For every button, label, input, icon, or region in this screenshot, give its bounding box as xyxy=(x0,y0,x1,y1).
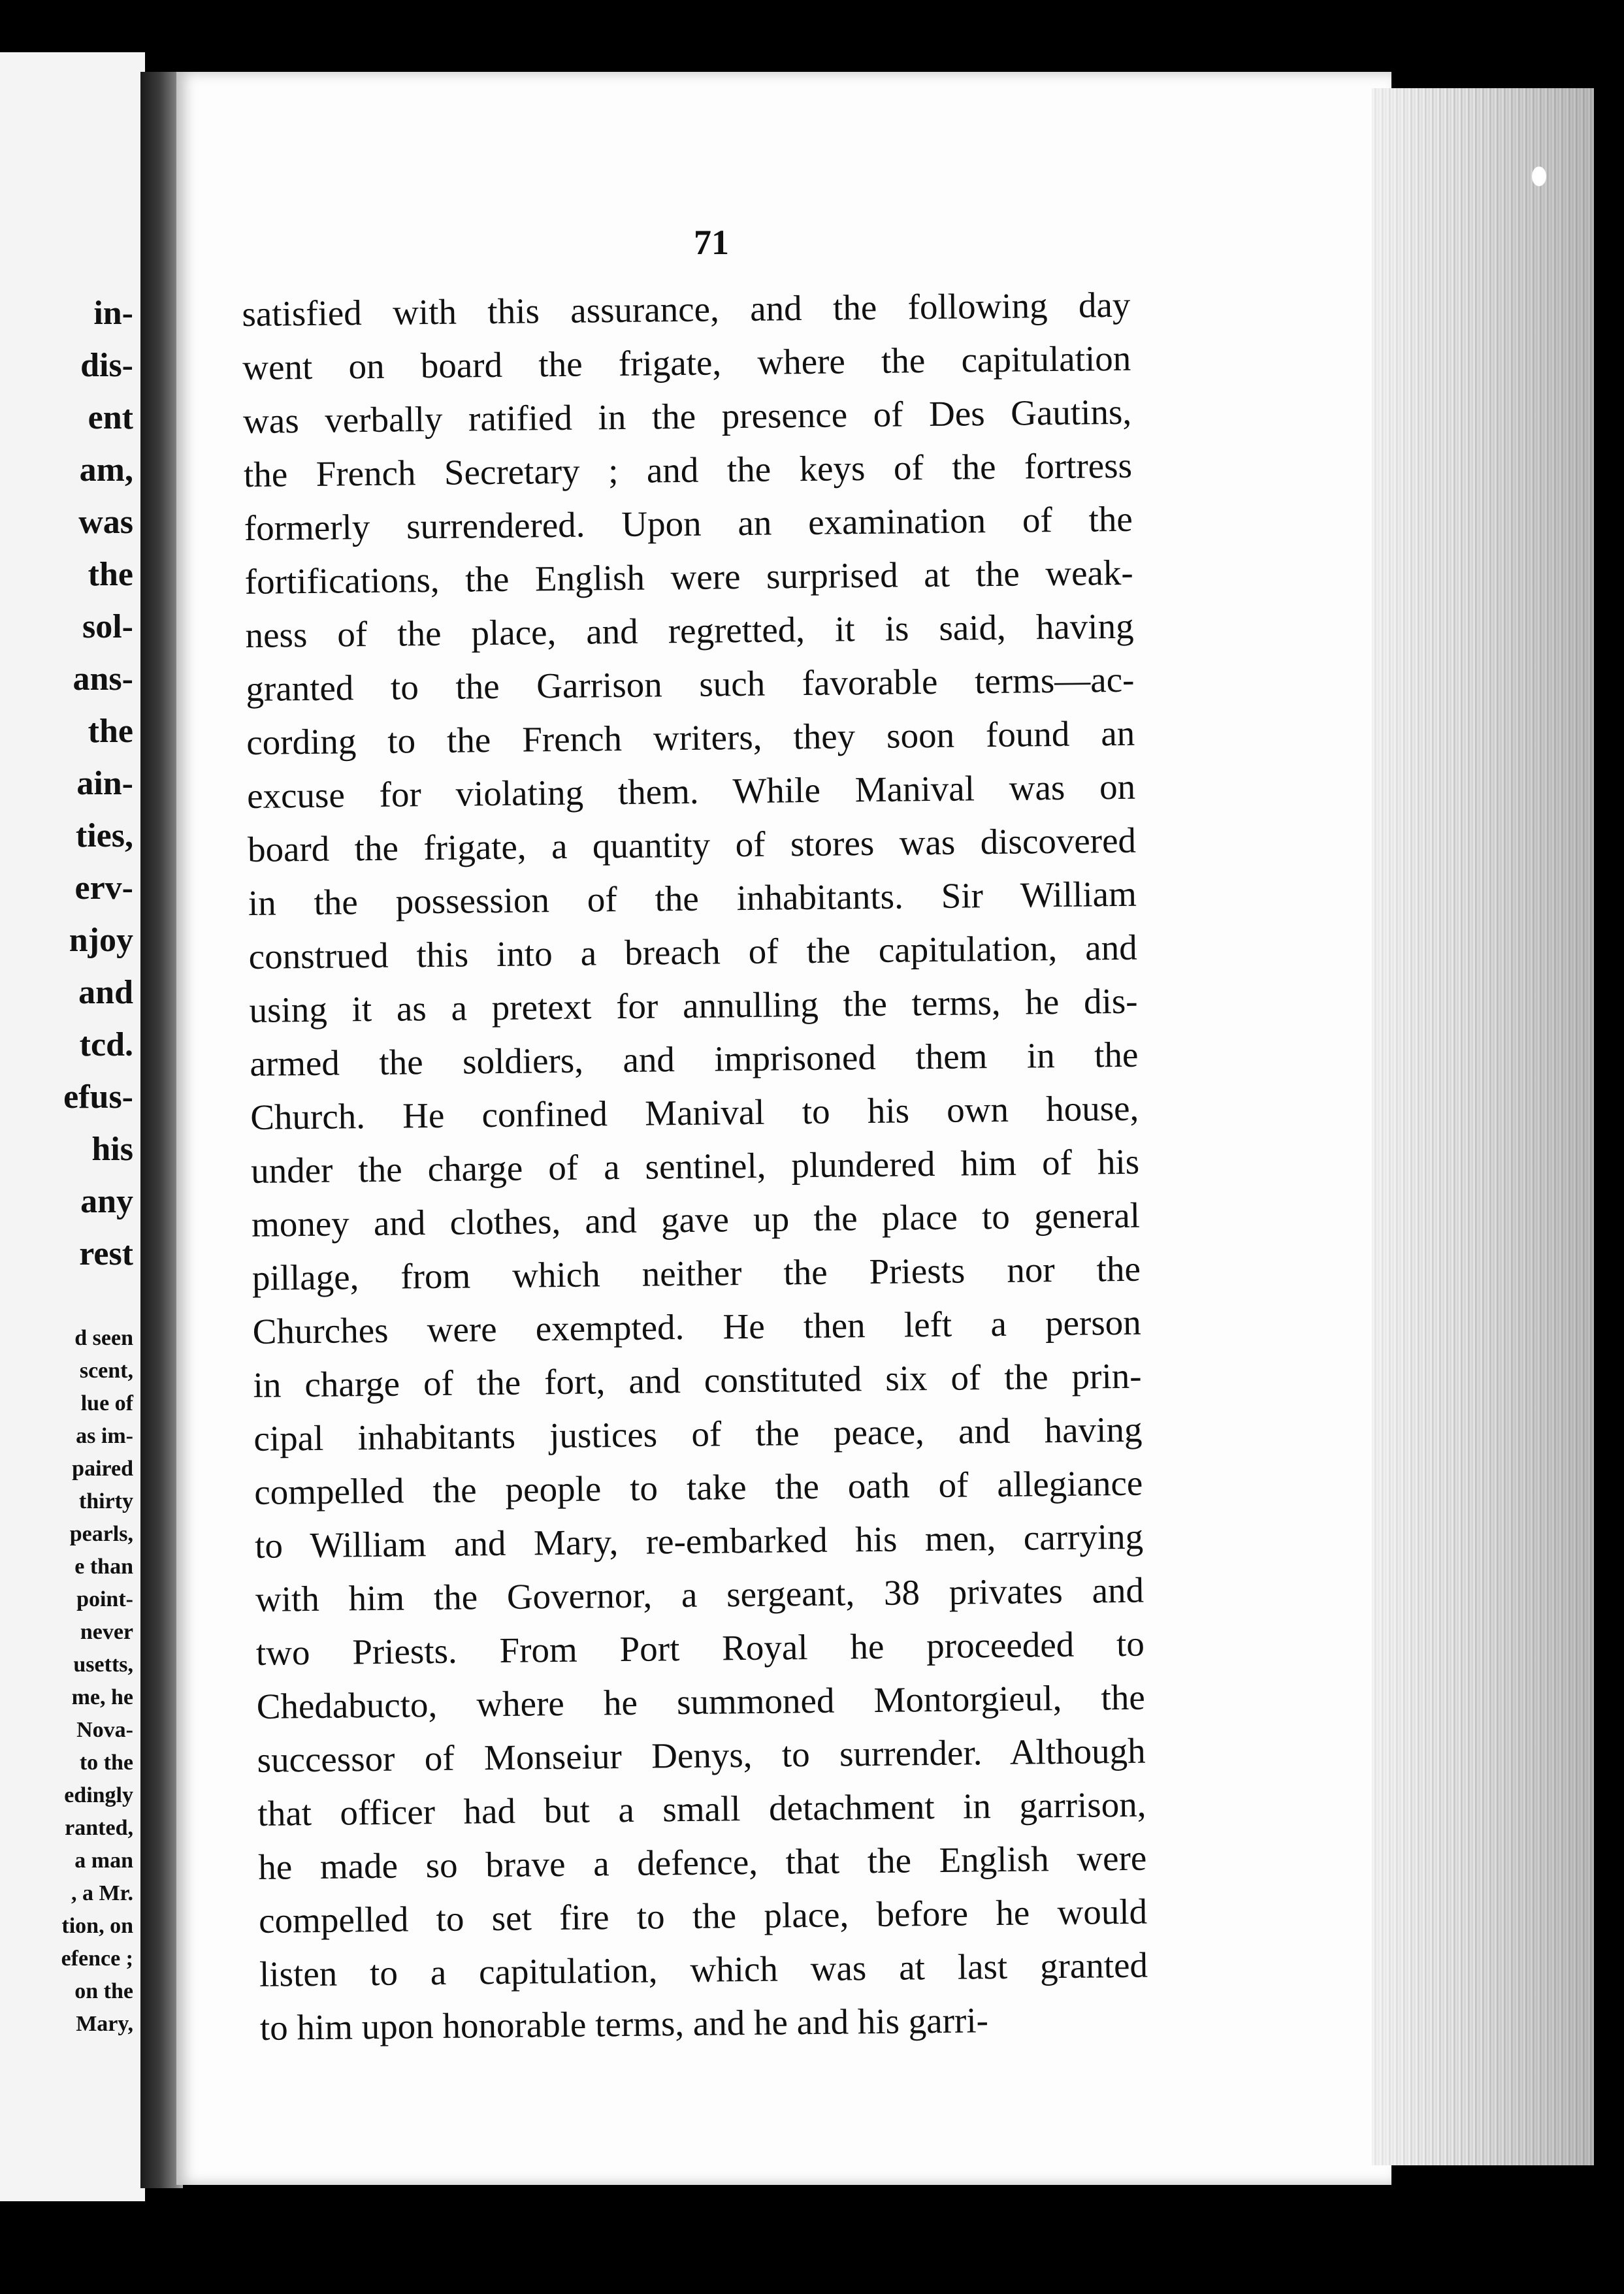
facing-page-footnote-line: scent, xyxy=(79,1359,133,1383)
facing-page-line: was xyxy=(78,504,133,541)
text-line: to him upon honorable terms, and he and his garri- xyxy=(259,2000,989,2048)
facing-page-footnote-line: a man xyxy=(74,1849,133,1873)
text-line: compelled to set fire to the place, before he would xyxy=(258,1891,1148,1941)
facing-page-footnote-line: usetts, xyxy=(73,1653,133,1677)
text-line: two Priests. From Port Royal he proceeded to xyxy=(255,1623,1145,1673)
facing-page-line: am, xyxy=(79,451,133,489)
facing-page-line: sol- xyxy=(82,608,133,645)
facing-page-footnote-line: on the xyxy=(74,1979,133,2003)
text-line: that officer had but a small detachment in garrison, xyxy=(257,1784,1146,1834)
facing-page-line: erv- xyxy=(74,869,133,907)
facing-page-footnote-line: efence ; xyxy=(61,1947,133,1971)
facing-page-footnote-line: tion, on xyxy=(61,1914,133,1938)
facing-page-line: the xyxy=(88,556,133,593)
text-line: Church. He confined Manival to his own house, xyxy=(250,1088,1139,1137)
facing-page-footnote-line: e than xyxy=(74,1555,133,1579)
facing-page-line: any xyxy=(80,1183,133,1220)
facing-page-footnote-line: point- xyxy=(76,1587,133,1611)
text-line: in the possession of the inhabitants. Sir William xyxy=(248,873,1137,923)
facing-page-footnote-line: , a Mr. xyxy=(71,1881,133,1905)
facing-page-footnote-line: lue of xyxy=(80,1391,133,1415)
facing-page-footnote-line: me, he xyxy=(71,1685,133,1709)
text-line: was verbally ratified in the presence of Des Gautins, xyxy=(242,391,1132,441)
text-line: satisfied with this assurance, and the following day xyxy=(242,284,1131,334)
facing-page-line: ent xyxy=(88,399,133,436)
facing-page-line: the xyxy=(88,713,133,750)
facing-page-line: dis- xyxy=(80,347,133,384)
text-line: cipal inhabitants justices of the peace, and having xyxy=(253,1409,1143,1459)
facing-page-footnote-line: to the xyxy=(79,1751,133,1775)
text-line: compelled the people to take the oath of allegiance xyxy=(253,1462,1143,1512)
facing-page-footnote-line: pearls, xyxy=(69,1522,133,1546)
text-line: armed the soldiers, and imprisoned them in the xyxy=(250,1034,1139,1084)
facing-page-footnote-line: d seen xyxy=(74,1326,133,1350)
text-line: with him the Governor, a sergeant, 38 privates and xyxy=(255,1570,1145,1619)
text-line: cording to the French writers, they soon found an xyxy=(246,713,1135,762)
text-line: he made so brave a defence, that the English were xyxy=(258,1837,1147,1887)
facing-page-footnote-line: paired xyxy=(72,1457,133,1481)
facing-page-footnote-line: Mary, xyxy=(76,2012,133,2036)
facing-page-line: tcd. xyxy=(79,1026,133,1063)
text-line: successor of Monseiur Denys, to surrender. Although xyxy=(257,1730,1146,1780)
text-line: under the charge of a sentinel, plundered him of his xyxy=(250,1141,1140,1191)
text-line: the French Secretary ; and the keys of the fortress xyxy=(243,445,1133,494)
text-line: pillage, from which neither the Priests nor the xyxy=(252,1248,1141,1298)
text-line: fortifications, the English were surprised at the weak- xyxy=(244,552,1133,602)
facing-page-footnote-line: ranted, xyxy=(65,1816,133,1840)
text-line: formerly surrendered. Upon an examination of the xyxy=(244,498,1133,548)
facing-page-line: ain- xyxy=(76,765,133,802)
text-line: ness of the place, and regretted, it is said, having xyxy=(245,606,1134,655)
facing-page-line: his xyxy=(91,1131,133,1168)
text-line: Churches were exempted. He then left a person xyxy=(252,1302,1141,1351)
text-line: to William and Mary, re-embarked his men, carrying xyxy=(254,1516,1144,1566)
text-line: board the frigate, a quantity of stores was discovered xyxy=(247,820,1137,869)
text-line: granted to the Garrison such favorable terms—ac- xyxy=(246,659,1135,709)
facing-page-footnote-line: thirty xyxy=(78,1489,133,1513)
facing-page-line: njoy xyxy=(69,922,133,959)
text-line: money and clothes, and gave up the place to general xyxy=(251,1195,1141,1244)
text-line: Chedabucto, where he summoned Montorgieul, the xyxy=(256,1677,1145,1726)
text-line: using it as a pretext for annulling the terms, he dis- xyxy=(249,980,1138,1030)
facing-page-footnote-line: never xyxy=(80,1620,133,1644)
facing-page-line: and xyxy=(78,974,133,1011)
body-text xyxy=(242,278,1148,2055)
facing-page-line: ties, xyxy=(75,817,133,854)
text-line: listen to a capitulation, which was at last granted xyxy=(259,1945,1148,1994)
text-line: excuse for violating them. While Manival was on xyxy=(246,766,1136,816)
text-line: construed this into a breach of the capitulation, and xyxy=(248,927,1137,977)
text-line: went on board the frigate, where the capitulation xyxy=(242,338,1131,387)
facing-page-line: in- xyxy=(93,295,133,332)
text-line: in charge of the fort, and constituted six of the prin- xyxy=(253,1355,1142,1405)
facing-page-line: efus- xyxy=(63,1078,133,1116)
facing-page-footnote-line: Nova- xyxy=(76,1718,133,1742)
facing-page-line: ans- xyxy=(73,660,133,698)
page-number: 71 xyxy=(694,223,729,262)
facing-page-line: rest xyxy=(79,1235,133,1272)
facing-page xyxy=(0,52,145,2201)
facing-page-footnote-line: edingly xyxy=(64,1783,133,1807)
facing-page-footnote-line: as im- xyxy=(76,1424,133,1448)
